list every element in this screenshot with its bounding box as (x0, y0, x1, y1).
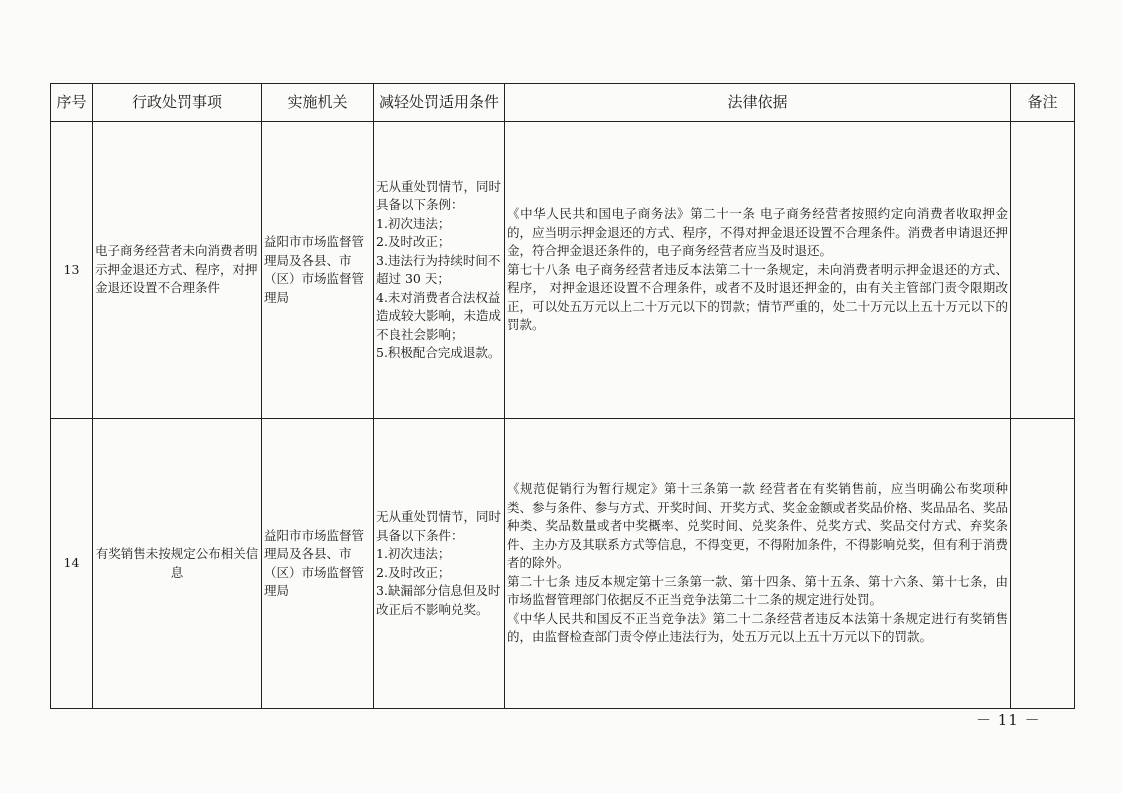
law-paragraph: 第七十八条 电子商务经营者违反本法第二十一条规定，未向消费者明示押金退还的方式、程序， 对押金退还设置不合理条件，或者不及时退还押金的，由有关主管部门责令限期改正，可以处五万元以上二十万元以下的罚款；情节严重的，处二十万元以上五十万元以下的罚款。 (507, 261, 1008, 333)
condition-line: 无从重处罚情节，同时具备以下条例： (376, 178, 502, 212)
remark (1011, 419, 1075, 709)
header-item: 行政处罚事项 (93, 84, 262, 122)
implementing-agency: 益阳市市场监督管理局及各县、市（区）市场监督管理局 (262, 419, 374, 709)
condition-line: 2.及时改正； (376, 234, 451, 249)
table-row (51, 122, 1075, 419)
page-number: － 11 － (976, 711, 1041, 729)
header-agency: 实施机关 (262, 84, 374, 122)
legal-basis (505, 122, 1011, 419)
condition-line: 1.初次违法； (376, 215, 451, 231)
law-paragraph: 《规范促销行为暂行规定》第十三条第一款 经营者在有奖销售前，应当明确公布奖项种类、参与条件、参与方式、开奖时间、开奖方式、奖金金额或者奖品价格、奖品品名、奖品种类、奖品数量或者中奖概率、兑奖时间、兑奖条件、兑奖方式、奖品交付方式、弃奖条件、主办方及其联系方式等信息，不得变更，不得附加条件，不得影响兑奖，但有利于消费者的除外。 (507, 481, 1008, 571)
law-paragraph: 第二十七条 违反本规定第十三条第一款、第十四条、第十五条、第十六条、第十七条，由市场监督管理部门依据反不正当竞争法第二十二条的规定进行处罚。 (507, 573, 1008, 608)
mitigation-conditions (374, 122, 505, 419)
implementing-agency: 益阳市市场监督管理局及各县、市（区）市场监督管理局 (262, 122, 374, 419)
header-condition: 减轻处罚适用条件 (374, 84, 505, 122)
condition-line: 1.初次违法； (376, 546, 451, 561)
condition-line: 4.未对消费者合法权益造成较大影响，未造成不良社会影响； (376, 289, 502, 342)
law-paragraph: 《中华人民共和国电子商务法》第二十一条 电子商务经营者按照约定向消费者收取押金的，应当明示押金退还的方式、程序，不得对押金退还设置不合理条件。消费者申请退还押金，符合押金退还条件的，电子商务经营者应当及时退还。 (507, 206, 1008, 259)
law-paragraph: 《中华人民共和国反不正当竞争法》第二十二条经营者违反本法第十条规定进行有奖销售的，由监督检查部门责令停止违法行为，处五万元以上五十万元以下的罚款。 (507, 610, 1008, 645)
header-law: 法律依据 (505, 84, 1011, 122)
row-number: 14 (51, 419, 93, 709)
legal-basis (505, 419, 1011, 709)
condition-line: 3.缺漏部分信息但及时改正后不影响兑奖。 (376, 583, 501, 617)
header-no: 序号 (51, 84, 93, 122)
condition-line: 3.违法行为持续时间不超过 30 天； (376, 252, 501, 286)
remark (1011, 122, 1075, 419)
penalty-item: 有奖销售未按规定公布相关信息 (93, 419, 262, 709)
table-header-row (51, 84, 1075, 122)
header-remark: 备注 (1011, 84, 1075, 122)
condition-line: 5.积极配合完成退款。 (376, 345, 501, 360)
penalty-item: 电子商务经营者未向消费者明示押金退还方式、程序，对押金退还设置不合理条件 (93, 122, 262, 419)
penalty-table (50, 83, 1075, 709)
row-number: 13 (51, 122, 93, 419)
condition-line: 无从重处罚情节，同时具备以下条件： (376, 509, 502, 543)
condition-line: 2.及时改正； (376, 564, 451, 580)
table-row (51, 419, 1075, 709)
mitigation-conditions (374, 419, 505, 709)
